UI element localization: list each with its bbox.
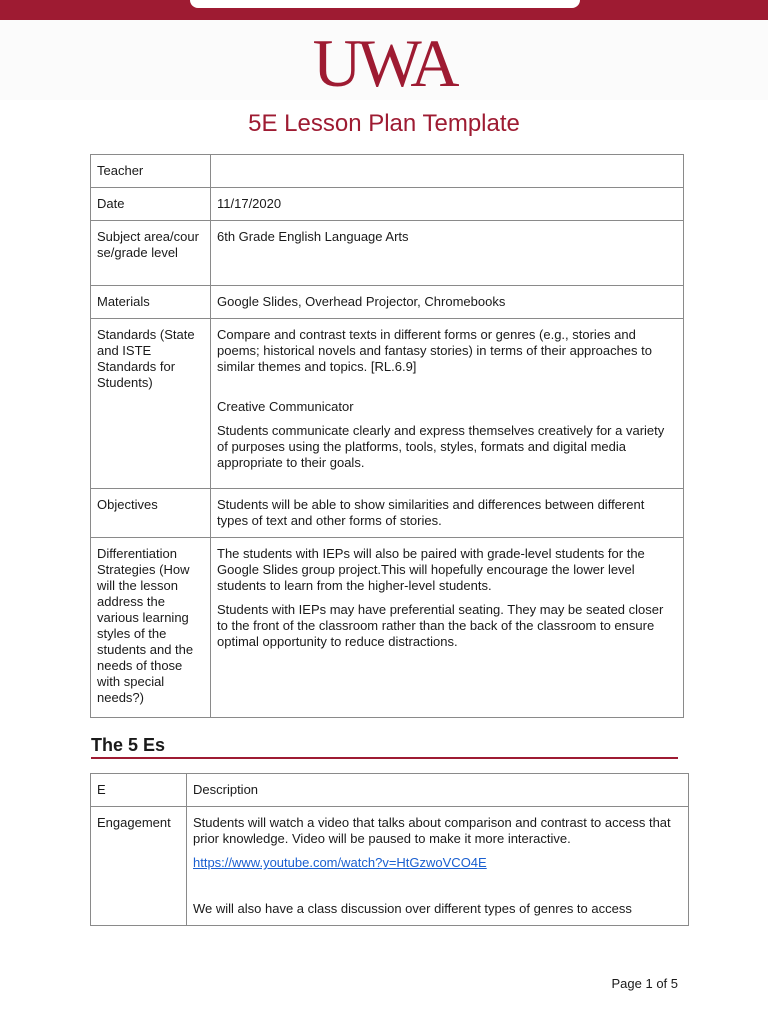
row-value: [187, 807, 689, 926]
five-es-table: [90, 773, 689, 926]
engagement-text-2: We will also have a class discussion over different types of genres to access: [193, 901, 632, 916]
table-row-standards: [91, 319, 684, 489]
page-title: 5E Lesson Plan Template: [248, 110, 520, 137]
table-row-differentiation: [91, 538, 684, 718]
table-row-engagement: [91, 807, 689, 926]
lesson-info-table: [90, 154, 684, 718]
row-label: Objectives: [91, 489, 211, 538]
table-row-materials: [91, 286, 684, 319]
row-label: Standards (State and ISTE Standards for Students): [91, 319, 211, 489]
row-value: Students will be able to show similarities and differences between different types of text and other forms of stories.: [211, 489, 684, 538]
table-row-teacher: [91, 155, 684, 188]
differentiation-text-1: The students with IEPs will also be paired with grade-level students for the Google Slides group project.This will hopefully encourage the lower level students to learn from the higher-level students.: [217, 546, 645, 593]
row-value: 6th Grade English Language Arts: [211, 221, 684, 286]
uwa-logo: UWA: [312, 25, 456, 101]
section-divider: [91, 757, 678, 759]
top-band-notch: [190, 0, 580, 8]
row-value: [211, 319, 684, 489]
table-row-objectives: [91, 489, 684, 538]
row-label: Date: [91, 188, 211, 221]
header-description: Description: [187, 774, 689, 807]
header-e: E: [91, 774, 187, 807]
standard-text: Compare and contrast texts in different forms or genres (e.g., stories and poems; historical novels and fantasy stories) in terms of their approaches to similar themes and topics. [RL.6.9]: [217, 327, 652, 374]
row-label: Subject area/course/grade level: [91, 221, 211, 286]
video-link[interactable]: https://www.youtube.com/watch?v=HtGzwoVCO4E: [193, 855, 487, 870]
table-row-date: [91, 188, 684, 221]
row-label: Engagement: [91, 807, 187, 926]
row-value: Google Slides, Overhead Projector, Chromebooks: [211, 286, 684, 319]
row-label: Differentiation Strategies (How will the lesson address the various learning styles of the students and the needs of those with special needs?): [91, 538, 211, 718]
engagement-text: Students will watch a video that talks about comparison and contrast to access that prior knowledge. Video will be paused to make it more interactive.: [193, 815, 671, 846]
table-row-subject: [91, 221, 684, 286]
row-value: [211, 155, 684, 188]
top-band: [0, 0, 768, 20]
table-header-row: [91, 774, 689, 807]
row-value: 11/17/2020: [211, 188, 684, 221]
iste-standard-text: Students communicate clearly and express themselves creatively for a variety of purposes using the platforms, tools, styles, formats and digital media appropriate to their goals.: [217, 423, 665, 470]
row-label: Materials: [91, 286, 211, 319]
iste-standard-title: Creative Communicator: [217, 399, 354, 414]
row-label: Teacher: [91, 155, 211, 188]
page-number: Page 1 of 5: [611, 976, 678, 991]
section-heading-5es: The 5 Es: [91, 735, 166, 755]
row-value: [211, 538, 684, 718]
differentiation-text-2: Students with IEPs may have preferential seating. They may be seated closer to the front of the classroom rather than the back of the classroom to ensure optimal opportunity to reduce distractions.: [217, 602, 664, 649]
